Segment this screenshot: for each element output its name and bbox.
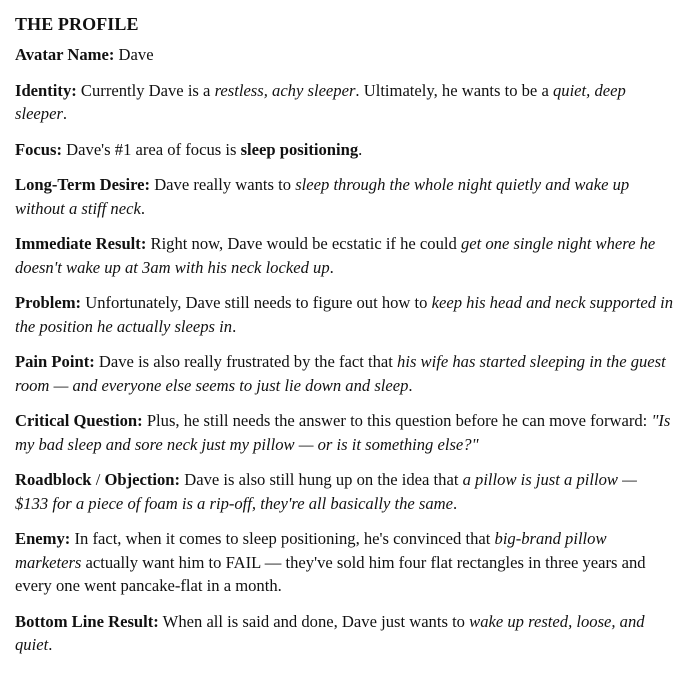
critical-question-label: Critical Question: — [15, 411, 143, 430]
identity-current-state: restless, achy sleeper — [214, 80, 356, 100]
bottom-line-result-text-1: When all is said and done, Dave just wants to — [162, 611, 470, 631]
critical-question-text-1: Plus, he still needs the answer to this question before he can move forward: — [146, 411, 652, 430]
long-term-desire-goal: sleep through the whole night quietly and wake up without a stiff neck — [15, 175, 630, 218]
identity-text-2: . Ultimately, he wants to be a — [355, 80, 553, 100]
bottom-line-result-label: Bottom Line Result: — [15, 611, 159, 631]
enemy-text-1: In fact, when it comes to sleep positioning, he's convinced that — [74, 529, 495, 548]
identity-paragraph — [15, 79, 674, 126]
problem-text-1: Unfortunately, Dave still needs to figure out how to — [85, 293, 432, 312]
avatar-name-paragraph — [15, 43, 674, 67]
focus-label: Focus: — [15, 139, 63, 159]
critical-question-quote: "Is my bad sleep and sore neck just my pillow — or is it something else?" — [15, 411, 671, 454]
identity-text-1: Currently Dave is a — [80, 80, 215, 100]
roadblock-text-2: . — [453, 493, 458, 513]
long-term-desire-label: Long-Term Desire: — [15, 175, 151, 194]
problem-paragraph — [15, 291, 674, 338]
long-term-desire-paragraph — [15, 173, 674, 220]
immediate-result-text-1: Right now, Dave would be ecstatic if he could — [150, 234, 461, 253]
pain-point-text-1: Dave is also really frustrated by the fact that — [98, 352, 398, 371]
focus-paragraph — [15, 138, 674, 162]
roadblock-text-1: Dave is also still hung up on the idea that — [184, 470, 463, 489]
pain-point-text-2: . — [408, 375, 413, 395]
page-title: THE PROFILE — [15, 14, 139, 34]
immediate-result-paragraph — [15, 232, 674, 279]
immediate-result-label: Immediate Result: — [15, 234, 147, 253]
avatar-name-value: Dave — [118, 45, 154, 64]
objection-label: Objection: — [104, 470, 181, 489]
focus-text-2: . — [358, 139, 363, 159]
pain-point-label: Pain Point: — [15, 352, 95, 371]
roadblock-belief: a pillow is just a pillow — $133 for a piece of foam is a rip-off, they're all basically the same — [15, 470, 637, 513]
enemy-paragraph — [15, 527, 674, 598]
problem-label: Problem: — [15, 293, 82, 312]
bottom-line-result-text-2: . — [48, 635, 53, 654]
pain-point-frustration: his wife has started sleeping in the guest room — and everyone else seems to just lie down and sleep — [15, 352, 666, 395]
immediate-result-text-2: . — [329, 257, 334, 277]
long-term-desire-text-1: Dave really wants to — [154, 175, 296, 194]
roadblock-separator: / — [91, 470, 105, 489]
critical-question-paragraph — [15, 409, 674, 456]
bottom-line-result-goal: wake up rested, loose, and quiet — [15, 611, 645, 654]
roadblock-label: Roadblock — [15, 470, 92, 489]
enemy-name: big-brand pillow marketers — [15, 529, 607, 572]
pain-point-paragraph — [15, 350, 674, 397]
identity-text-3: . — [62, 104, 68, 123]
problem-text-2: . — [232, 316, 237, 336]
avatar-name-label: Avatar Name: — [15, 45, 115, 64]
enemy-text-2: actually want him to FAIL — they've sold him four flat rectangles in three years and every one went pancake-flat in a month. — [15, 552, 646, 595]
long-term-desire-text-2: . — [140, 198, 145, 218]
identity-desired-state: quiet, deep sleeper — [15, 80, 626, 123]
focus-area: sleep positioning — [240, 139, 359, 159]
enemy-label: Enemy: — [15, 529, 71, 548]
roadblock-objection-paragraph — [15, 468, 674, 515]
bottom-line-result-paragraph — [15, 610, 674, 657]
focus-text-1: Dave's #1 area of focus is — [66, 139, 241, 159]
immediate-result-goal: get one single night where he doesn't wake up at 3am with his neck locked up — [15, 234, 656, 277]
identity-label: Identity: — [15, 80, 77, 100]
problem-need: keep his head and neck supported in the position he actually sleeps in — [15, 293, 674, 336]
